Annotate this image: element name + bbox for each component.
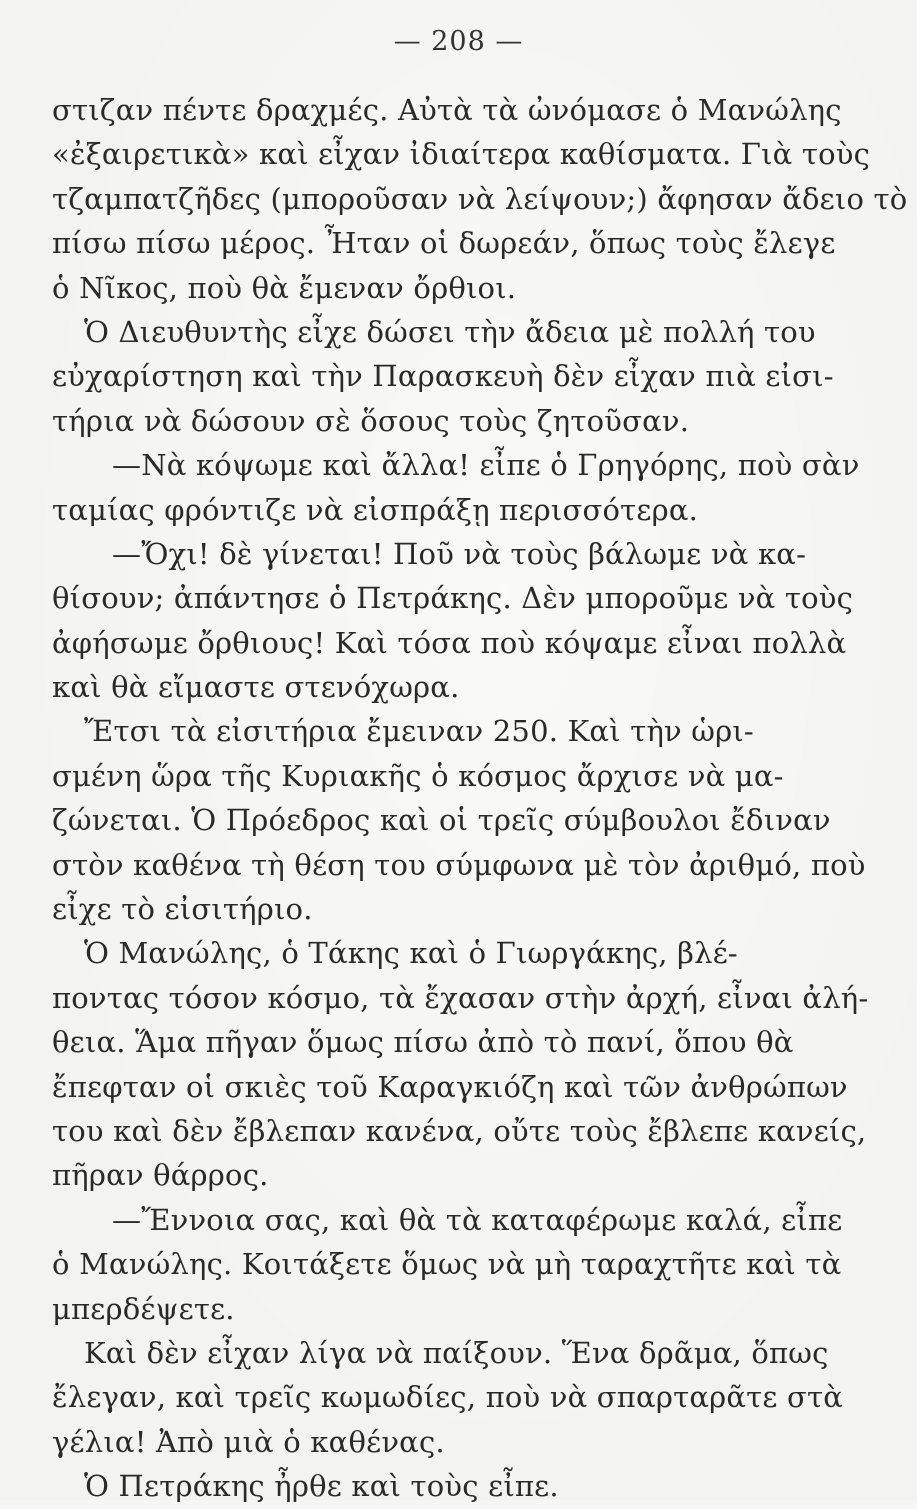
text-line: Καὶ δὲν εἶχαν λίγα νὰ παίξουν. Ἕνα δρᾶμα, ὅπως (84, 1335, 829, 1370)
text-line: «ἐξαιρετικὰ» καὶ εἶχαν ἰδιαίτερα καθίσματα. Γιὰ τοὺς (52, 137, 871, 172)
text-line: εὐχαρίστηση καὶ τὴν Παρασκευὴ δὲν εἶχαν πιὰ εἰσι- (52, 359, 834, 394)
text-line: —Ὄχι! δὲ γίνεται! Ποῦ νὰ τοὺς βάλωμε νὰ κα- (112, 536, 807, 571)
text-line: γέλια! Ἀπὸ μιὰ ὁ καθένας. (52, 1424, 445, 1459)
text-line: —Ἔννοια σας, καὶ θὰ τὰ καταφέρωμε καλά, εἶπε (112, 1202, 843, 1237)
text-line: τζαμπατζῆδες (μποροῦσαν νὰ λείψουν;) ἄφησαν ἄδειο τὸ (52, 181, 908, 216)
text-line: Ὁ Μανώλης, ὁ Τάκης καὶ ὁ Γιωργάκης, βλέ- (84, 936, 738, 971)
text-line: —Νὰ κόψωμε καὶ ἄλλα! εἶπε ὁ Γρηγόρης, ποὺ σὰν (112, 448, 860, 483)
text-line: πῆραν θάρρος. (52, 1158, 269, 1193)
text-line: ταμίας φρόντιζε νὰ εἰσπράξῃ περισσότερα. (52, 492, 699, 527)
text-line: θίσουν; ἀπάντησε ὁ Πετράκης. Δὲν μποροῦμε νὰ τοὺς (52, 581, 854, 616)
text-line: στὸν καθένα τὴ θέση του σύμφωνα μὲ τὸν ἀριθμό, ποὺ (52, 847, 866, 882)
body-text (52, 88, 908, 1509)
text-line: Ὁ Διευθυντὴς εἶχε δώσει τὴν ἄδεια μὲ πολλή του (84, 314, 816, 349)
text-line: ποντας τόσον κόσμο, τὰ ἔχασαν στὴν ἀρχή, εἶναι ἀλή- (52, 980, 869, 1015)
text-line: θεια. Ἅμα πῆγαν ὅμως πίσω ἀπὸ τὸ πανί, ὅπου θὰ (52, 1025, 794, 1060)
text-line: σμένη ὥρα τῆς Κυριακῆς ὁ κόσμος ἄρχισε νὰ μα- (52, 758, 784, 793)
text-line: του καὶ δὲν ἔβλεπαν κανένα, οὔτε τοὺς ἔβλεπε κανείς, (52, 1113, 867, 1148)
text-line: καὶ θὰ εἴμαστε στενόχωρα. (52, 670, 460, 705)
page-number: — 208 — (393, 26, 524, 57)
text-line: τήρια νὰ δώσουν σὲ ὅσους τοὺς ζητοῦσαν. (52, 403, 690, 438)
text-line: μπερδέψετε. (52, 1291, 235, 1326)
text-line: ἔπεφταν οἱ σκιὲς τοῦ Καραγκιόζη καὶ τῶν ἀνθρώπων (52, 1069, 848, 1104)
text-line: ἀφήσωμε ὄρθιους! Καὶ τόσα ποὺ κόψαμε εἶναι πολλὰ (52, 625, 847, 660)
text-line: ὁ Μανώλης. Κοιτάξετε ὅμως νὰ μὴ ταραχτῆτε καὶ τὰ (52, 1247, 842, 1282)
text-line: ζώνεται. Ὁ Πρόεδρος καὶ οἱ τρεῖς σύμβουλοι ἔδιναν (52, 803, 831, 838)
text-line: Ὁ Πετράκης ἦρθε καὶ τοὺς εἶπε. (84, 1469, 559, 1504)
text-line: στιζαν πέντε δραχμές. Αὐτὰ τὰ ὠνόμασε ὁ Μανώλης (52, 93, 842, 127)
text-line: ὁ Νῖκος, ποὺ θὰ ἔμεναν ὄρθιοι. (52, 270, 517, 305)
text-line: Ἔτσι τὰ εἰσιτήρια ἔμειναν 250. Καὶ τὴν ὡρι- (84, 714, 754, 749)
text-line: πίσω πίσω μέρος. Ἦταν οἱ δωρεάν, ὅπως τοὺς ἔλεγε (52, 226, 836, 261)
text-line: ἔλεγαν, καὶ τρεῖς κωμωδίες, ποὺ νὰ σπαρταρᾶτε στὰ (52, 1380, 844, 1415)
text-line: εἶχε τὸ εἰσιτήριο. (52, 892, 313, 927)
